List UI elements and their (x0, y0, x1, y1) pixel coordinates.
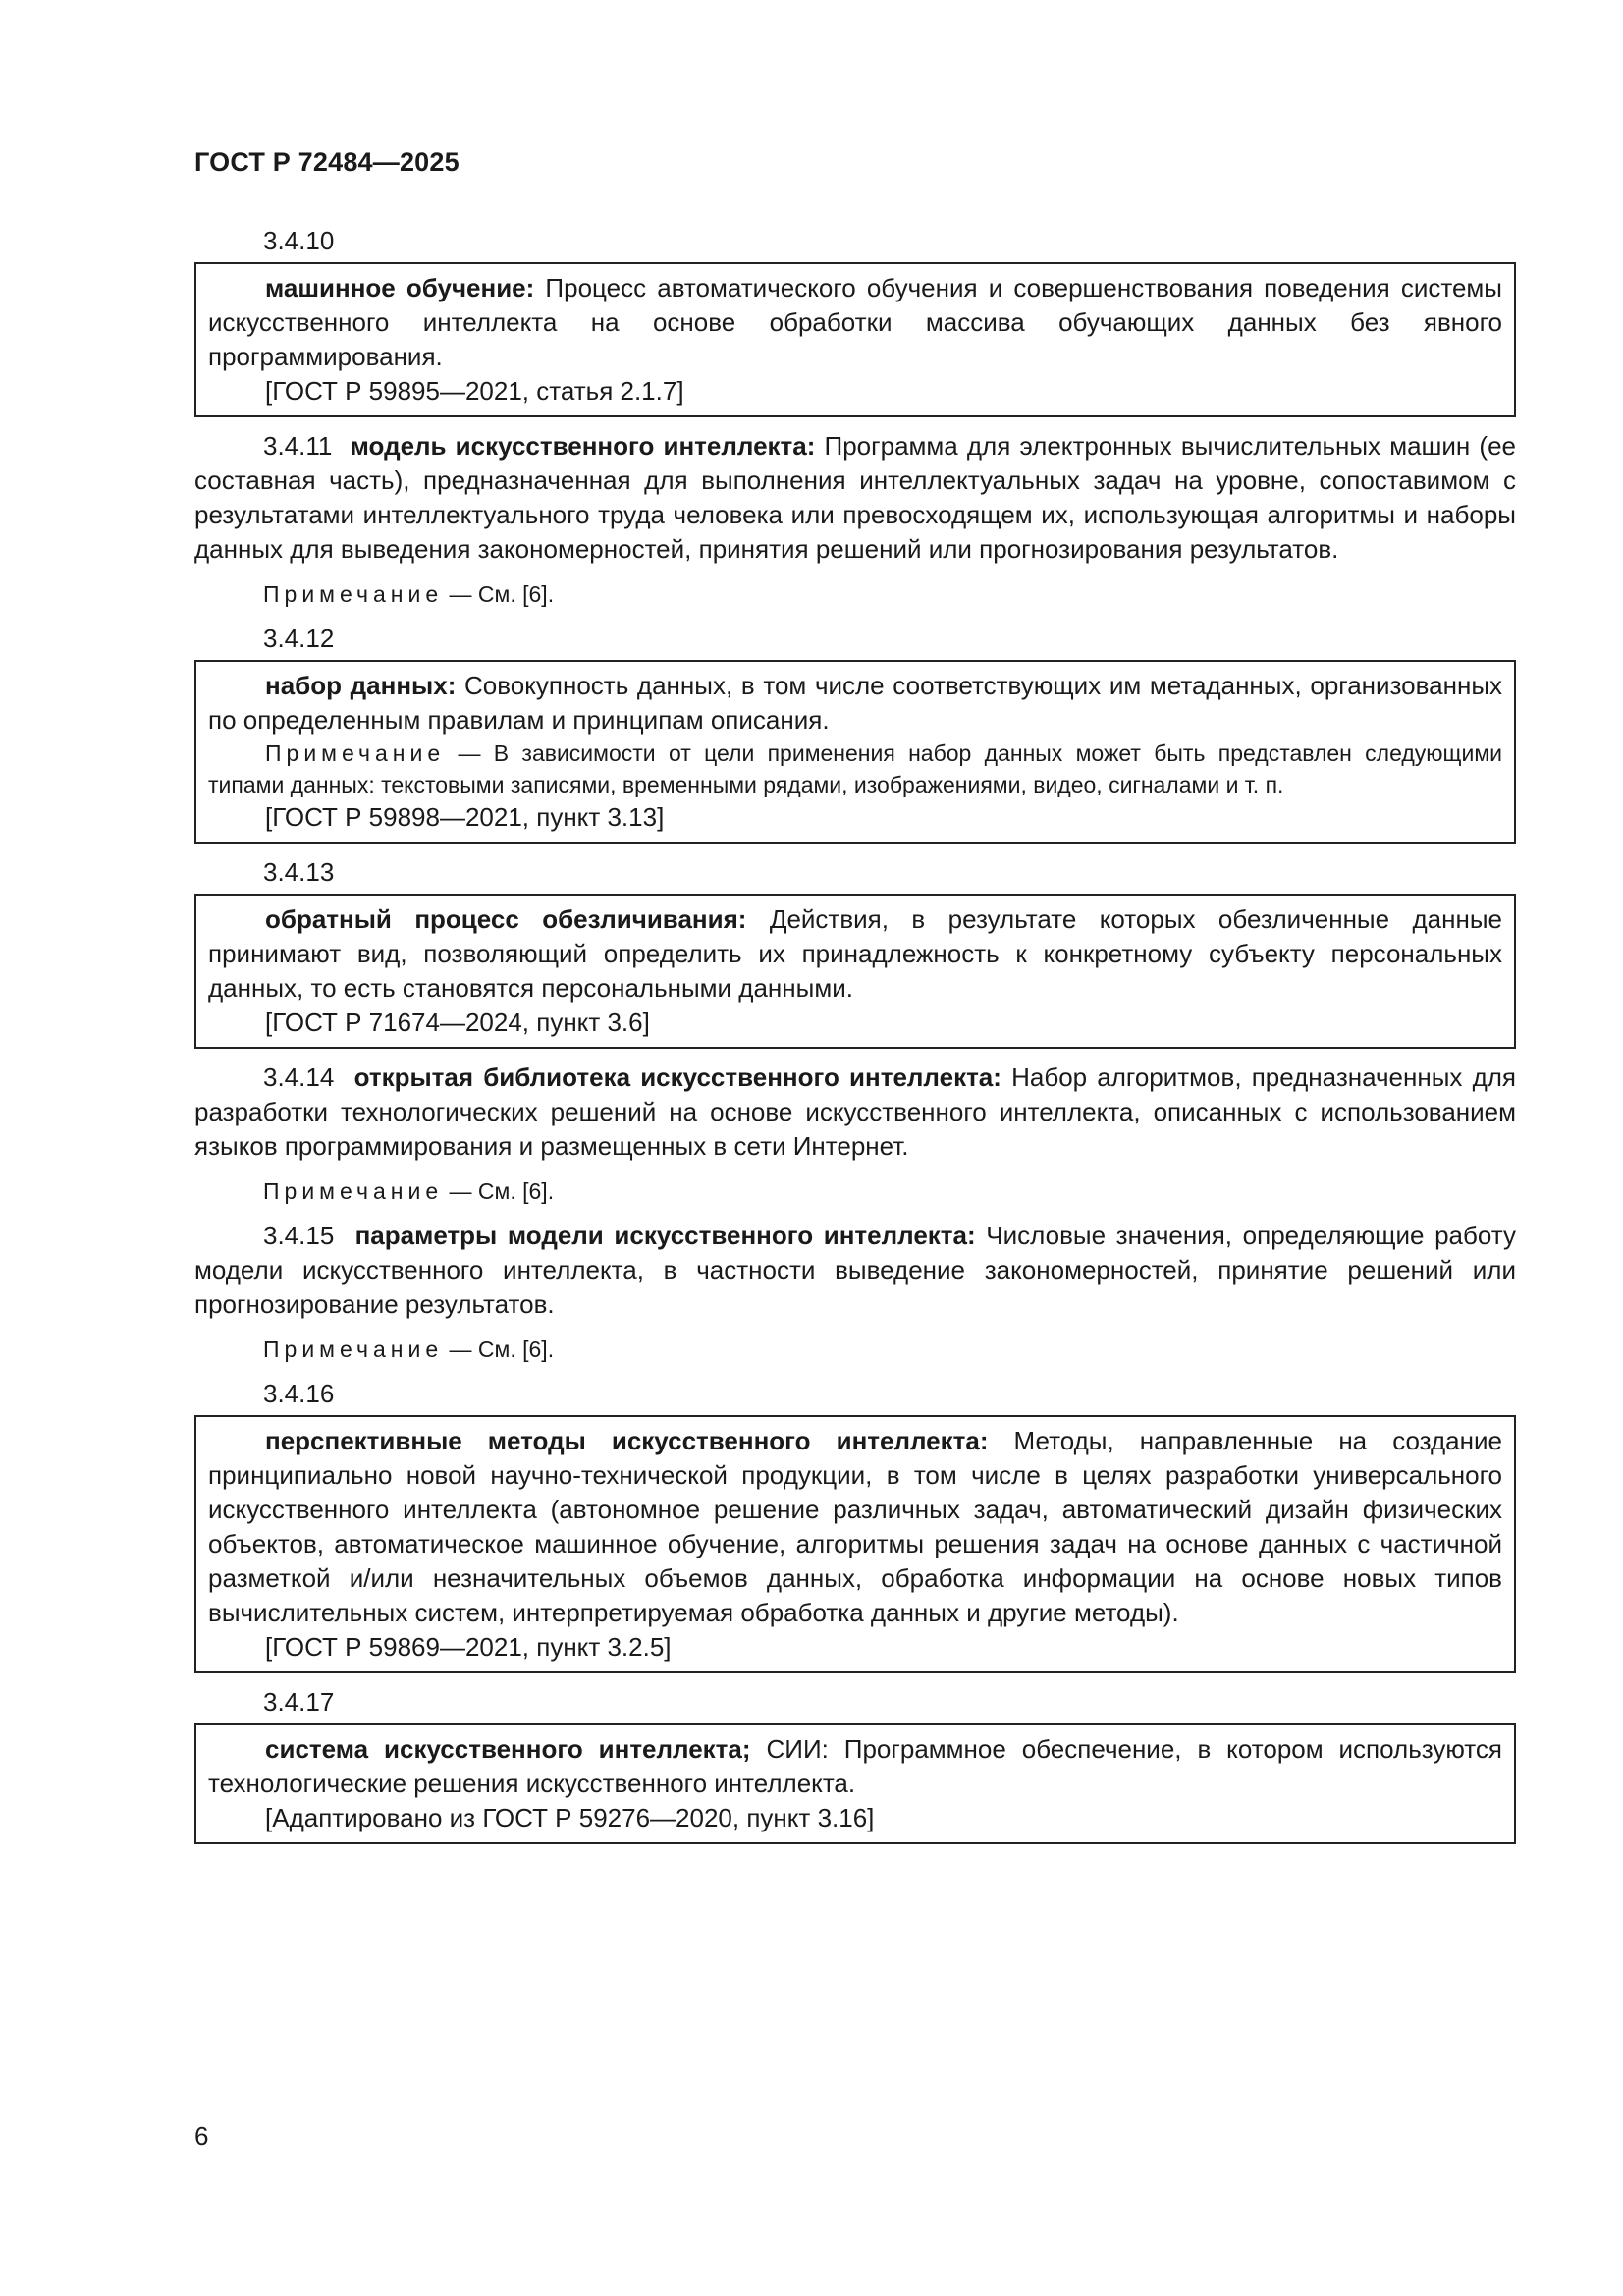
definition-box (194, 1415, 1516, 1673)
definition-paragraph (194, 1219, 1516, 1322)
definition-box (194, 894, 1516, 1049)
abbreviation: СИИ: (750, 1734, 829, 1764)
source-reference: [Адаптировано из ГОСТ Р 59276—2020, пункт 3.16] (265, 1803, 875, 1832)
definition: Процесс автоматического обучения и совершенствования поведения системы искусственного интеллекта на основе обработки массива обучающих данных без явного программирования. (208, 273, 1502, 371)
entry-number: 3.4.13 (263, 857, 335, 887)
definition: Методы, направленные на создание принципиально новой научно-технической продукции, в том числе в целях разработки универсального искусственного интеллекта (автономное решение различных задач, автоматический дизайн физических объектов, автоматическое машинное обучение, алгоритмы решения задач на основе данных с частичной разметкой и/или незначительных объемов данных, обработка информации на основе новых типов вычислительных систем, интерпретируемая обработка данных и другие методы). (208, 1426, 1502, 1627)
definition: Действия, в результате которых обезличенные данные принимают вид, позволяющий определить их принадлежность к конкретному субъекту персональных данных, то есть становятся персональными данными. (208, 904, 1502, 1003)
definition: Программа для электронных вычислительных машин (ее составная часть), предназначенная для выполнения интеллектуальных задач на уровне, сопоставимом с результатами интеллектуального труда человека или превосходящем их, использующая алгоритмы и наборы данных для выведения закономерностей, принятия решений или прогнозирования результатов. (194, 431, 1516, 564)
term: модель искусственного интеллекта: (350, 431, 816, 461)
note-label: Примечание (263, 1337, 444, 1362)
term: перспективные методы искусственного интеллекта: (265, 1426, 989, 1455)
source-reference: [ГОСТ Р 71674—2024, пункт 3.6] (265, 1008, 650, 1037)
definition-text (208, 902, 1502, 1006)
definition: Набор алгоритмов, предназначенных для разработки технологических решений на основе искусственного интеллекта, описанных с использованием языков программирования и размещенных в сети Интернет. (194, 1063, 1516, 1161)
entry-number: 3.4.14 (263, 1063, 335, 1092)
definition: Числовые значения, определяющие работу модели искусственного интеллекта, в частности выведение закономерностей, принятие решений или прогнозирование результатов. (194, 1221, 1516, 1319)
note-label: Примечание (263, 1178, 444, 1204)
entry-number: 3.4.17 (263, 1687, 335, 1717)
entry-number: 3.4.16 (263, 1379, 335, 1408)
entry-number: 3.4.12 (263, 624, 335, 653)
entry-number: 3.4.10 (263, 226, 335, 255)
source-reference: [ГОСТ Р 59898—2021, пункт 3.13] (265, 802, 665, 832)
source-reference: [ГОСТ Р 59895—2021, статья 2.1.7] (265, 376, 684, 406)
note (194, 1175, 1516, 1207)
definition-box (194, 1723, 1516, 1844)
page-number: 6 (194, 2121, 209, 2151)
definition-paragraph (194, 429, 1516, 567)
note-text: — В зависимости от цели применения набор данных может быть представлен следующими типами данных: текстовыми записями, временными рядами, изображениями, видео, сигналами и т. п. (208, 740, 1502, 797)
term: набор данных: (265, 671, 457, 700)
note-label: Примечание (265, 740, 446, 766)
definition-paragraph (194, 1061, 1516, 1164)
document-header: ГОСТ Р 72484—2025 (194, 147, 460, 177)
definition-text (208, 669, 1502, 738)
definition: Программное обеспечение, в котором используются технологические решения искусственного интеллекта. (208, 1734, 1502, 1798)
source-reference: [ГОСТ Р 59869—2021, пункт 3.2.5] (265, 1632, 672, 1662)
note-label: Примечание (263, 581, 444, 607)
entry-number: 3.4.11 (263, 431, 333, 461)
definition-text (208, 1424, 1502, 1630)
note-text: — См. [6]. (443, 581, 555, 607)
definition-text (208, 1732, 1502, 1801)
note-text: — См. [6]. (443, 1178, 555, 1204)
note (208, 738, 1502, 800)
term: обратный процесс обезличивания: (265, 904, 747, 934)
term: машинное обучение: (265, 273, 535, 302)
term: открытая библиотека искусственного интеллекта: (353, 1063, 1001, 1092)
entry-number: 3.4.15 (263, 1221, 335, 1250)
document-body (194, 224, 1516, 1856)
note-text: — См. [6]. (443, 1337, 555, 1362)
definition: Совокупность данных, в том числе соответствующих им метаданных, организованных по определенным правилам и принципам описания. (208, 671, 1503, 735)
definition-box (194, 660, 1516, 844)
term: система искусственного интеллекта; (265, 1734, 751, 1764)
note (194, 578, 1516, 610)
definition-box (194, 262, 1516, 417)
note (194, 1334, 1516, 1365)
term: параметры модели искусственного интеллекта: (354, 1221, 976, 1250)
definition-text (208, 271, 1502, 374)
